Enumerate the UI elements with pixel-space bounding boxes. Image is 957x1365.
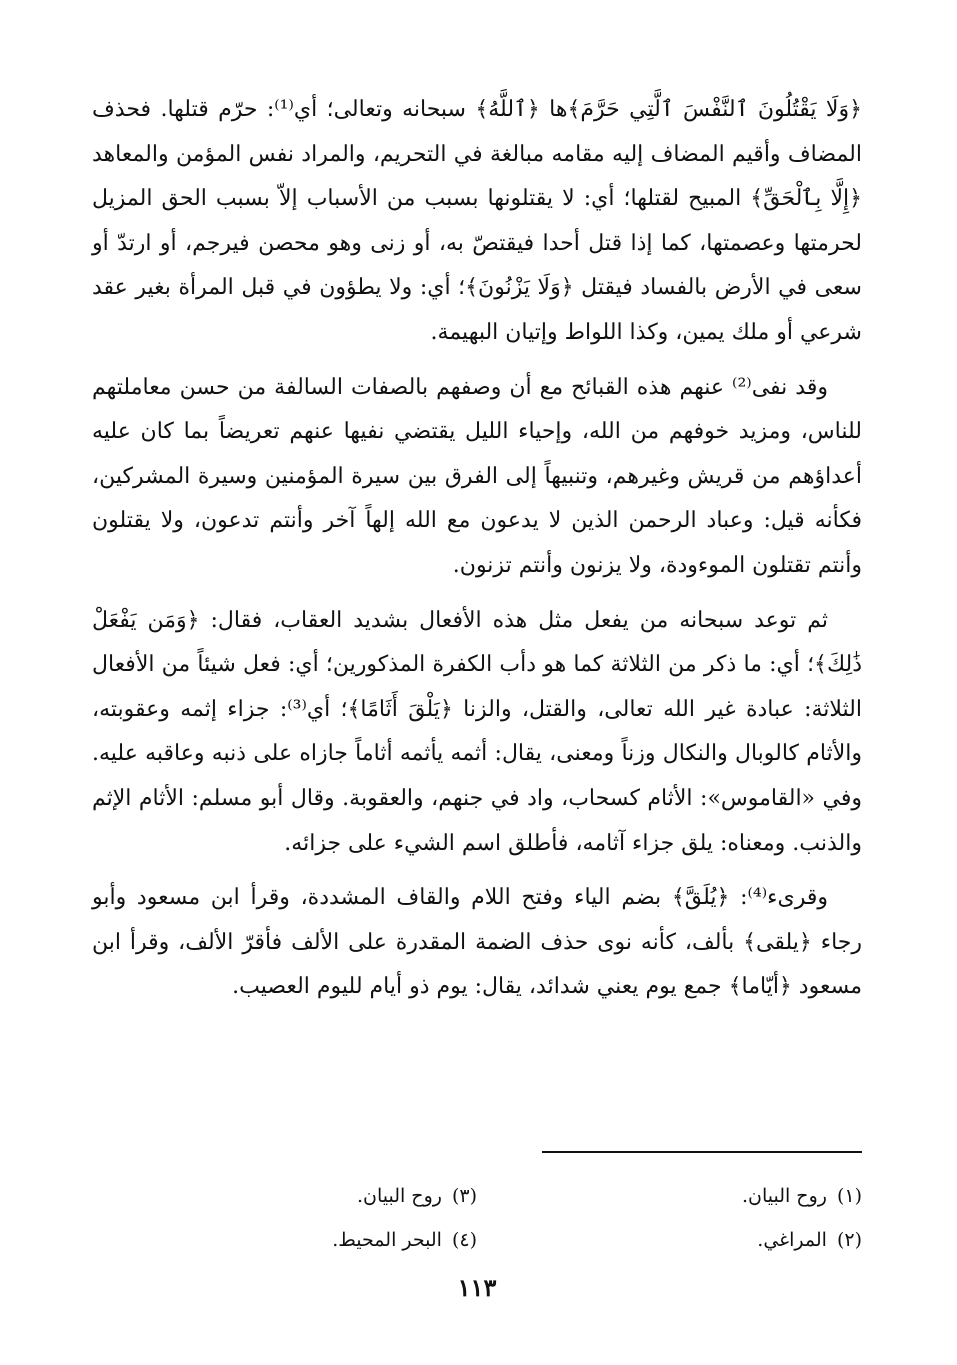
- footnote-separator: [542, 1151, 862, 1153]
- footnote-row: [92, 1218, 862, 1262]
- footnote-text: روح البيان.: [741, 1185, 827, 1207]
- footnotes: [92, 1174, 862, 1262]
- footnote-row: [92, 1174, 862, 1218]
- footnote-3: [92, 1174, 477, 1218]
- footnote-text: المراغي.: [757, 1229, 827, 1251]
- footnote-number: (٤): [451, 1229, 477, 1251]
- page-number: ١١٣: [457, 1273, 497, 1302]
- footnote-text: البحر المحيط.: [332, 1229, 442, 1251]
- footnote-number: (٣): [451, 1185, 477, 1207]
- footnote-2: [477, 1218, 862, 1262]
- paragraph-3: ثم توعد سبحانه من يفعل مثل هذه الأفعال بشديد العقاب، فقال: ﴿وَمَن يَفْعَلْ ذَٰلِكَ﴾؛ أي: ما ذكر من الثلاثة كما هو دأب الكفرة المذكورين؛ أي: فعل شيئاً من الأفعال الثلاثة: عبادة غير الله تعالى، والقتل، والزنا ﴿يَلْقَ أَثَامًا﴾؛ أي⁽³⁾: جزاء إثمه وعقوبته، والأثام كالوبال والنكال وزناً ومعنى، يقال: أثمه يأثمه أثاماً جازاه على ذنبه وعاقبه عليه. وفي «القاموس»: الأثام كسحاب، واد في جنهم، والعقوبة. وقال أبو مسلم: الأثام الإثم والذنب. ومعناه: يلق جزاء آثامه، فأطلق اسم الشيء على جزائه.: [92, 607, 862, 856]
- footnote-4: [92, 1218, 477, 1262]
- book-page: [92, 88, 862, 1365]
- paragraph-1: ﴿وَلَا يَقْتُلُونَ ٱلنَّفْسَ ٱلَّتِي حَرَّمَ﴾ها ﴿ٱللَّهُ﴾ سبحانه وتعالى؛ أي⁽¹⁾: حرّم قتلها. فحذف المضاف وأقيم المضاف إليه مقامه مبالغة في التحريم، والمراد نفس المؤمن والمعاهد ﴿إِلَّا بِٱلْحَقِّ﴾ المبيح لقتلها؛ أي: لا يقتلونها بسبب من الأسباب إلاّ بسبب الحق المزيل لحرمتها وعصمتها، كما إذا قتل أحدا فيقتصّ به، أو زنى وهو محصن فيرجم، أو ارتدّ أو سعى في الأرض بالفساد فيقتل ﴿وَلَا يَزْنُونَ﴾؛ أي: ولا يطؤون في قبل المرأة بغير عقد شرعي أو ملك يمين، وكذا اللواط وإتيان البهيمة.: [92, 97, 862, 345]
- paragraph-2: وقد نفى⁽²⁾ عنهم هذه القبائح مع أن وصفهم بالصفات السالفة من حسن معاملتهم للناس، ومزيد خوفهم من الله، وإحياء الليل يقتضي نفيها عنهم تعريضاً بما كان عليه أعداؤهم من قريش وغيرهم، وتنبيهاً إلى الفرق بين سيرة المؤمنين وسيرة المشركين، فكأنه قيل: وعباد الرحمن الذين لا يدعون مع الله إلهاً آخر وأنتم تدعون، ولا يقتلون وأنتم تقتلون الموءودة، ولا يزنون وأنتم تزنون.: [92, 374, 862, 578]
- footnote-number: (١): [836, 1185, 862, 1207]
- footnote-number: (٢): [836, 1229, 862, 1251]
- paragraph-4: وقرىء⁽⁴⁾: ﴿يُلَقَّ﴾ بضم الياء وفتح اللام والقاف المشددة، وقرأ ابن مسعود وأبو رجاء ﴿يلقى﴾ بألف، كأنه نوى حذف الضمة المقدرة على الألف فأقرّ الألف، وقرأ ابن مسعود ﴿أيّاما﴾ جمع يوم يعني شدائد، يقال: يوم ذو أيام لليوم العصيب.: [92, 885, 862, 1000]
- footnote-text: روح البيان.: [356, 1185, 442, 1207]
- footnote-1: [477, 1174, 862, 1218]
